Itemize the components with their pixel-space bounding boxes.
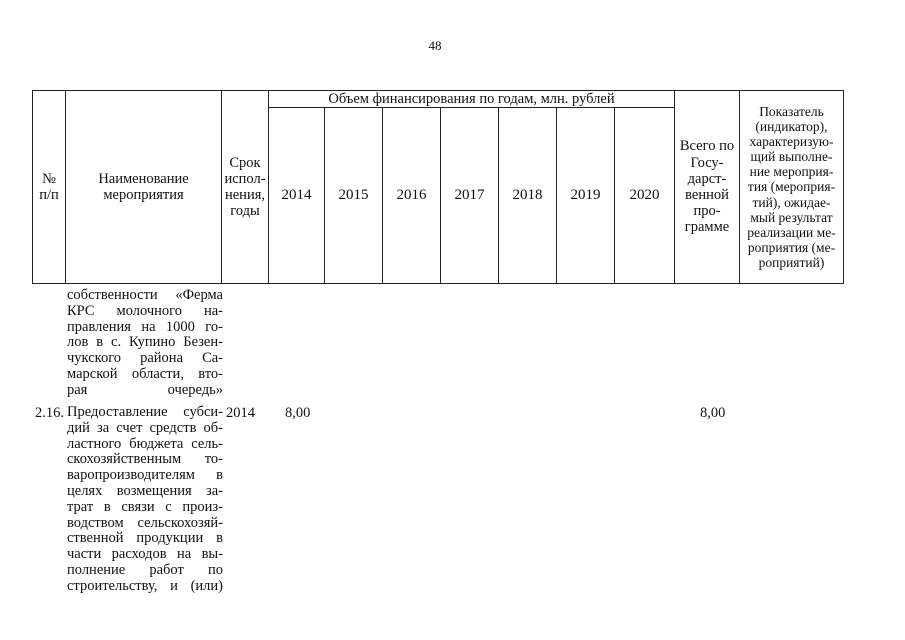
row-name-line xyxy=(67,563,223,579)
word: расходов xyxy=(111,546,167,563)
continuation-line xyxy=(67,288,223,304)
header-indicator-cell xyxy=(740,91,844,284)
row-name-line xyxy=(67,516,223,532)
header-term-line: нения, xyxy=(224,187,265,203)
header-num-line: № xyxy=(42,170,56,187)
word: КРС xyxy=(67,302,95,319)
header-indicator-line: тия (мероприя- xyxy=(747,179,836,195)
word: возмещения xyxy=(116,482,192,499)
word: в xyxy=(96,334,104,351)
header-indicator-line: роприятия (ме- xyxy=(747,239,836,255)
word: дий xyxy=(67,419,90,436)
continuation-line: рая очередь» xyxy=(67,381,223,398)
header-name-cell xyxy=(66,91,222,284)
word: ственной xyxy=(67,530,124,547)
word: сельскохозяй- xyxy=(137,514,223,531)
header-total-line: грамме xyxy=(684,219,730,236)
header-num-cell xyxy=(33,91,66,284)
header-year-2017: 2017 xyxy=(441,108,499,284)
continuation-line xyxy=(67,320,223,336)
word: с xyxy=(165,498,172,515)
program-table-header xyxy=(32,90,844,284)
word: на xyxy=(176,546,192,563)
header-indicator-line: щий выполне- xyxy=(750,149,833,165)
word: на xyxy=(141,318,156,335)
row-name-line xyxy=(67,547,223,563)
header-total-line: про- xyxy=(693,203,721,220)
word: в xyxy=(103,498,111,515)
header-total-line: дарст- xyxy=(687,170,727,187)
header-total-line: венной xyxy=(685,187,729,203)
word: то- xyxy=(204,451,223,468)
row-value-2014: 8,00 xyxy=(285,405,311,421)
word: го- xyxy=(205,318,223,335)
header-indicator-line: реализации ме- xyxy=(747,224,836,240)
row-term: 2014 xyxy=(226,405,255,421)
continuation-line xyxy=(67,304,223,320)
word: за- xyxy=(206,482,223,499)
word: варопроизводителям xyxy=(67,467,195,484)
word: собственности xyxy=(67,287,158,303)
word: в xyxy=(216,467,223,484)
header-indicator-line: мый результат xyxy=(750,209,833,225)
word: ластного xyxy=(67,435,122,452)
header-indicator-line: роприятий) xyxy=(758,254,825,270)
header-year-2014: 2014 xyxy=(269,108,325,284)
row-name-line xyxy=(67,500,223,516)
header-term-line: годы xyxy=(230,203,260,220)
word: района xyxy=(140,350,184,367)
header-term-line: Срок xyxy=(229,154,261,171)
header-name-line: Наименование xyxy=(98,170,189,187)
word: молочного xyxy=(116,302,183,319)
word: на- xyxy=(203,302,223,319)
header-indicator-line: Показатель xyxy=(759,103,824,119)
header-year-2016: 2016 xyxy=(383,108,441,284)
word: произ- xyxy=(182,498,223,515)
word: счет xyxy=(116,419,143,436)
word: Са- xyxy=(202,350,223,367)
header-total-line: Всего по xyxy=(679,138,735,155)
word: «Ферма xyxy=(175,287,223,303)
word: Безен- xyxy=(183,334,223,351)
header-indicator-line: тий), ожидае- xyxy=(752,194,831,210)
word: связи xyxy=(121,498,155,515)
word: средств xyxy=(149,419,197,436)
word: вто- xyxy=(198,365,223,382)
word: правления xyxy=(67,318,131,335)
row-name-line xyxy=(67,437,223,453)
header-num-line: п/п xyxy=(39,187,59,203)
row-number: 2.16. xyxy=(35,405,64,421)
word: строительству, xyxy=(67,577,158,594)
word: продукции xyxy=(136,530,204,547)
word: Купино xyxy=(128,334,176,351)
header-financing: Объем финансирования по годам, млн. рублей xyxy=(269,91,675,108)
word: по xyxy=(207,561,223,578)
header-indicator-line: (индикатор), xyxy=(755,119,828,134)
header-indicator-line: ние мероприя- xyxy=(749,164,834,180)
page-number: 48 xyxy=(428,38,442,53)
word: полнение xyxy=(67,561,126,578)
header-year-2018: 2018 xyxy=(499,108,557,284)
word: части xyxy=(67,546,102,563)
word: трат xyxy=(67,498,94,515)
word: водством xyxy=(67,514,124,531)
word: (или) xyxy=(190,577,223,594)
header-indicator-line: характеризую- xyxy=(749,134,834,150)
word: и xyxy=(170,577,178,594)
word: бюджета xyxy=(129,435,184,452)
word: марской xyxy=(67,365,118,382)
word: субси- xyxy=(183,404,223,420)
header-total-cell xyxy=(675,91,740,284)
header-term-line: испол- xyxy=(224,170,266,187)
word: Предоставление xyxy=(67,404,168,420)
header-term-cell xyxy=(222,91,269,284)
header-year-2020: 2020 xyxy=(615,108,675,284)
row-name-line xyxy=(67,405,223,421)
word: области, xyxy=(131,365,184,382)
word: работ xyxy=(149,561,184,578)
row-name-line xyxy=(67,579,223,595)
header-total-line: Госу- xyxy=(690,154,724,171)
row-name-line xyxy=(67,484,223,500)
word: лов xyxy=(67,334,89,351)
word: чукского xyxy=(67,350,122,367)
word: с. xyxy=(111,334,122,351)
row-name xyxy=(67,405,223,595)
word: целях xyxy=(67,482,103,499)
word: об- xyxy=(203,419,223,436)
word: за xyxy=(96,419,110,436)
continuation-line xyxy=(67,335,223,351)
continuation-name xyxy=(67,288,223,399)
word: сель- xyxy=(191,435,223,452)
word: скохозяйственным xyxy=(67,451,182,468)
row-name-line xyxy=(67,452,223,468)
row-name-line xyxy=(67,421,223,437)
continuation-line xyxy=(67,351,223,367)
row-name-line xyxy=(67,531,223,547)
word: 1000 xyxy=(165,318,195,335)
word: вы- xyxy=(201,546,223,563)
header-name-line: мероприятия xyxy=(103,187,184,203)
header-year-2019: 2019 xyxy=(557,108,615,284)
row-name-line xyxy=(67,468,223,484)
row-total: 8,00 xyxy=(700,405,726,421)
continuation-line xyxy=(67,367,223,383)
word: в xyxy=(216,530,223,547)
header-year-2015: 2015 xyxy=(325,108,383,284)
